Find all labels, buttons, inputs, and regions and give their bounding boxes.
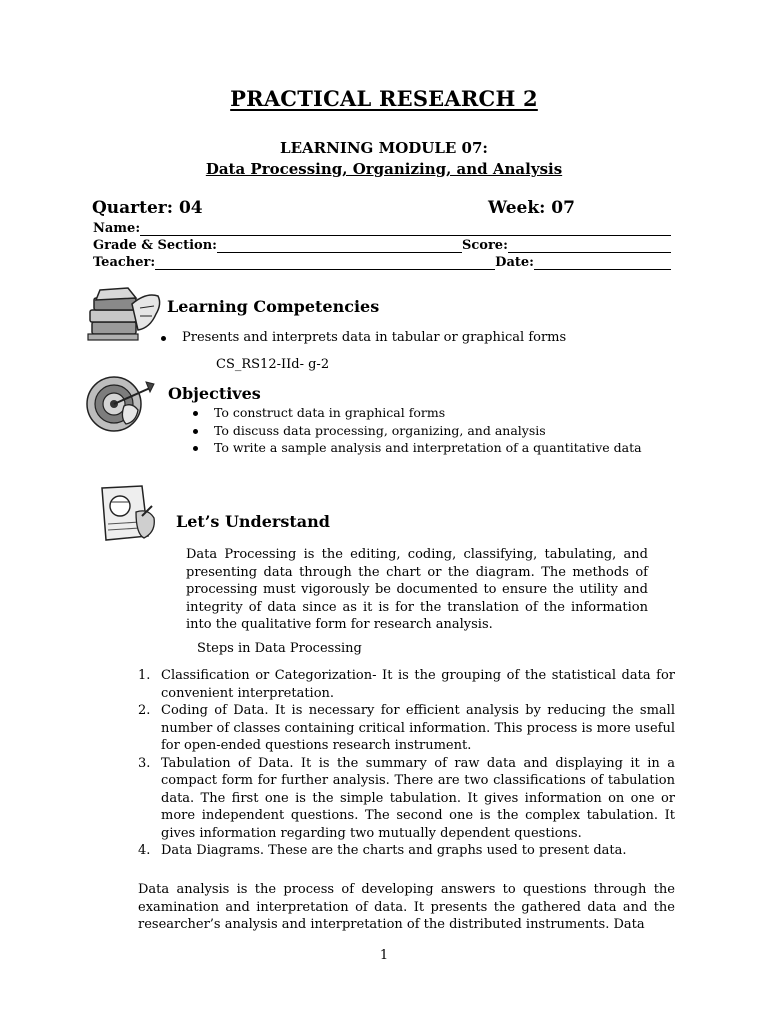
page-number: 1: [379, 948, 389, 963]
name-field-row: [93, 220, 671, 236]
module-label: LEARNING MODULE 07:: [280, 139, 488, 157]
understand-paragraph: Data Processing is the editing, coding, classifying, tabulating, and presenting data through the chart or the diagram. The methods of processing must vigorously be documented to ensure the utility and integrity of data since as it is for the translation of the information into the qualitative form for research analysis.: [186, 547, 648, 632]
abc-paper-icon: [96, 482, 162, 546]
module-topic: Data Processing, Organizing, and Analysis: [205, 160, 563, 178]
steps-heading: Steps in Data Processing: [197, 641, 362, 656]
step-text: Data Diagrams. These are the charts and graphs used to present data.: [161, 843, 627, 858]
date-label: Date:: [495, 255, 534, 270]
competencies-list: [158, 329, 678, 347]
name-label: Name:: [93, 221, 141, 236]
books-hand-icon: [86, 282, 164, 344]
competency-code: CS_RS12-IId- g-2: [216, 357, 330, 372]
quarter-label: Quarter: 04: [92, 198, 203, 218]
steps-list: [138, 667, 675, 860]
teacher-label: Teacher:: [93, 255, 156, 270]
step-text: Classification or Categorization- It is the grouping of the statistical data for convenient interpretation.: [161, 668, 675, 701]
grade-label: Grade & Section:: [93, 238, 217, 253]
step-number: 3.: [138, 755, 151, 771]
list-item: Presents and interprets data in tabular or graphical forms: [158, 329, 678, 347]
teacher-field[interactable]: [155, 257, 495, 270]
step-text: Coding of Data. It is necessary for efficient analysis by reducing the small number of classes containing critical information. This process is more useful for open-ended questions research instrument.: [161, 703, 675, 753]
week-label: Week: 07: [488, 198, 575, 218]
step-number: 1.: [138, 668, 151, 683]
understand-heading: Let’s Understand: [176, 512, 330, 531]
date-field[interactable]: [534, 257, 671, 270]
dartboard-icon: [84, 372, 158, 434]
objectives-heading: Objectives: [168, 384, 261, 403]
grade-score-row: [93, 237, 671, 253]
score-field[interactable]: [508, 240, 671, 253]
list-item: To construct data in graphical forms: [190, 404, 690, 422]
step-text: Tabulation of Data. It is the summary of raw data and displaying it in a compact form for further analysis. There are two classifications of tabulation data. The first one is the simple tabulation. It gives information on one or more independent questions. The second one is the complex tabulation. It gives information regarding two mutually dependent questions.: [161, 755, 675, 841]
competencies-heading: Learning Competencies: [167, 297, 380, 316]
list-item: To write a sample analysis and interpretation of a quantitative data: [190, 439, 690, 457]
grade-field[interactable]: [217, 240, 462, 253]
teacher-date-row: [93, 254, 671, 270]
analysis-paragraph: Data analysis is the process of developing answers to questions through the examination and interpretation of data. It presents the gathered data and the researcher’s analysis and interpretation of the distributed instruments. Data: [138, 882, 675, 932]
step-number: 2.: [138, 703, 151, 718]
list-item: [138, 667, 675, 702]
list-item: [138, 755, 675, 843]
score-label: Score:: [461, 238, 508, 253]
page-title: PRACTICAL RESEARCH 2: [230, 86, 538, 111]
list-item: [138, 702, 675, 755]
list-item: To discuss data processing, organizing, and analysis: [190, 422, 690, 440]
list-item: [138, 842, 675, 860]
step-number: 4.: [138, 843, 151, 858]
name-field[interactable]: [140, 223, 671, 236]
objectives-list: [190, 404, 690, 457]
